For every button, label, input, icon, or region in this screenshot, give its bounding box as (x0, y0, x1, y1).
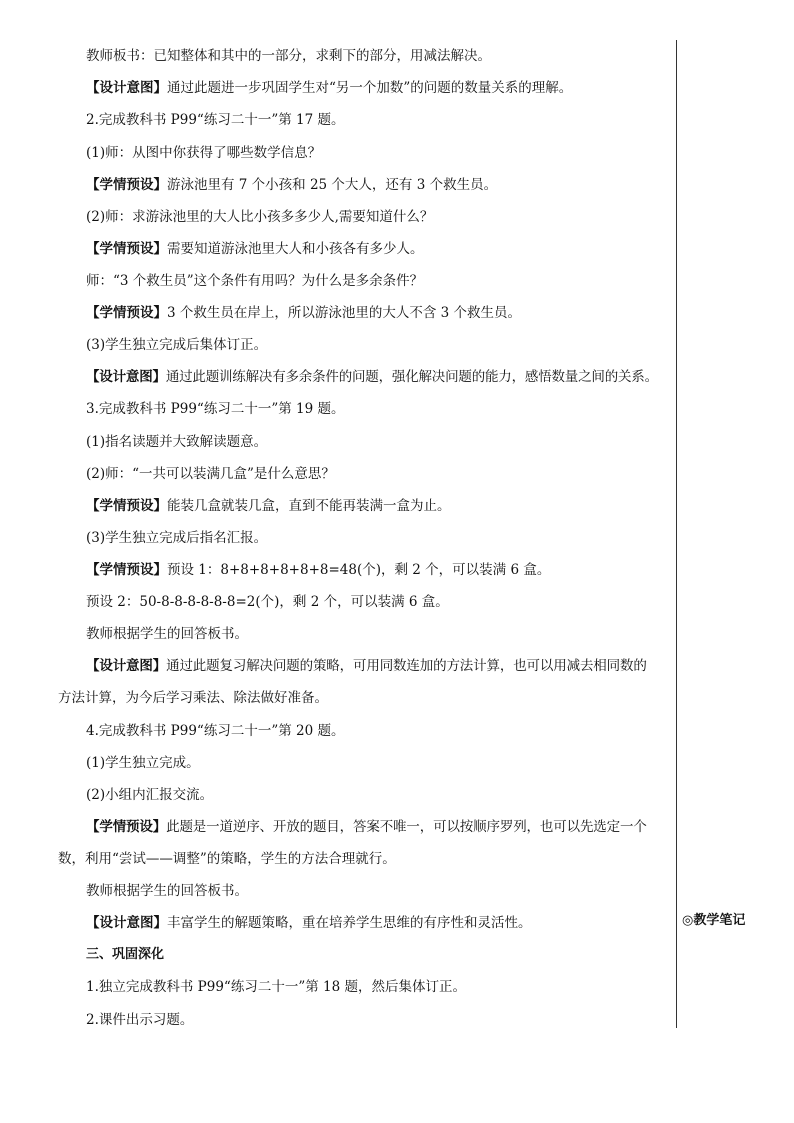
learning-preset-tag: 【学情预设】 (86, 498, 167, 514)
section-heading: 三、巩固深化 (86, 947, 165, 962)
teaching-notes-label: ◎教学笔记 (682, 913, 746, 928)
design-intent-tag: 【设计意图】 (86, 658, 167, 674)
text-line: (3)学生独立完成后集体订正。 (86, 337, 268, 353)
design-intent-tag: 【设计意图】 (86, 80, 167, 96)
text-line: 教师根据学生的回答板书。 (86, 883, 248, 899)
text-line: (1)指名读题并大致解读题意。 (86, 434, 268, 450)
learning-preset-tag: 【学情预设】 (86, 562, 167, 578)
text-line: 数，利用“尝试——调整”的策略，学生的方法合理就行。 (58, 851, 396, 867)
learning-preset-tag: 【学情预设】 (86, 177, 167, 193)
learning-preset-tag: 【学情预设】 (86, 241, 167, 257)
learning-preset-tag: 【学情预设】 (86, 305, 167, 321)
text-line: 【学情预设】需要知道游泳池里大人和小孩各有多少人。 (86, 241, 424, 257)
text-line: 【设计意图】丰富学生的解题策略，重在培养学生思维的有序性和灵活性。 (86, 915, 532, 931)
text-line: 方法计算，为今后学习乘法、除法做好准备。 (58, 690, 328, 706)
text-line: 4.完成教科书 P99“练习二十一”第 20 题。 (86, 723, 345, 739)
notes-column-divider (676, 40, 677, 1028)
text-line: 教师板书：已知整体和其中的一部分，求剩下的部分，用减法解决。 (86, 48, 491, 64)
text-line: 教师根据学生的回答板书。 (86, 626, 248, 642)
text-line: (1)师：从图中你获得了哪些数学信息？ (86, 145, 322, 161)
text-line: (2)师：“一共可以装满几盒”是什么意思？ (86, 466, 335, 482)
text-line: (1)学生独立完成。 (86, 755, 200, 771)
text-line: (3)学生独立完成后指名汇报。 (86, 530, 268, 546)
text-line: 【设计意图】通过此题进一步巩固学生对“另一个加数”的问题的数量关系的理解。 (86, 80, 573, 96)
learning-preset-tag: 【学情预设】 (86, 819, 167, 835)
text-line: (2)小组内汇报交流。 (86, 787, 214, 803)
text-line: 【学情预设】此题是一道逆序、开放的题目，答案不唯一，可以按顺序罗列，也可以先选定一个 (86, 819, 647, 835)
text-line: 【设计意图】通过此题训练解决有多余条件的问题，强化解决问题的能力，感悟数量之间的关系。 (86, 369, 658, 385)
text-line: 师：“3 个救生员”这个条件有用吗？为什么是多余条件？ (86, 273, 424, 289)
text-line: 2.课件出示习题。 (86, 1012, 194, 1028)
text-line: 【学情预设】预设 1：8+8+8+8+8+8=48(个)，剩 2 个，可以装满 6 盒。 (86, 562, 551, 578)
text-line: 【设计意图】通过此题复习解决问题的策略，可用同数连加的方法计算，也可以用减去相同数的 (86, 658, 647, 674)
text-line: 预设 2：50-8-8-8-8-8-8=2(个)，剩 2 个，可以装满 6 盒。 (86, 594, 449, 610)
design-intent-tag: 【设计意图】 (86, 915, 167, 931)
text-line: (2)师：求游泳池里的大人比小孩多多少人,需要知道什么？ (86, 209, 434, 225)
text-line: 【学情预设】3 个救生员在岸上，所以游泳池里的大人不含 3 个救生员。 (86, 305, 522, 321)
text-line: 2.完成教科书 P99“练习二十一”第 17 题。 (86, 112, 345, 128)
text-line: 【学情预设】能装几盒就装几盒，直到不能再装满一盒为止。 (86, 498, 451, 514)
text-line: 1.独立完成教科书 P99“练习二十一”第 18 题，然后集体订正。 (86, 979, 466, 995)
text-line: 3.完成教科书 P99“练习二十一”第 19 题。 (86, 401, 345, 417)
text-line: 【学情预设】游泳池里有 7 个小孩和 25 个大人，还有 3 个救生员。 (86, 177, 498, 193)
design-intent-tag: 【设计意图】 (86, 369, 166, 385)
